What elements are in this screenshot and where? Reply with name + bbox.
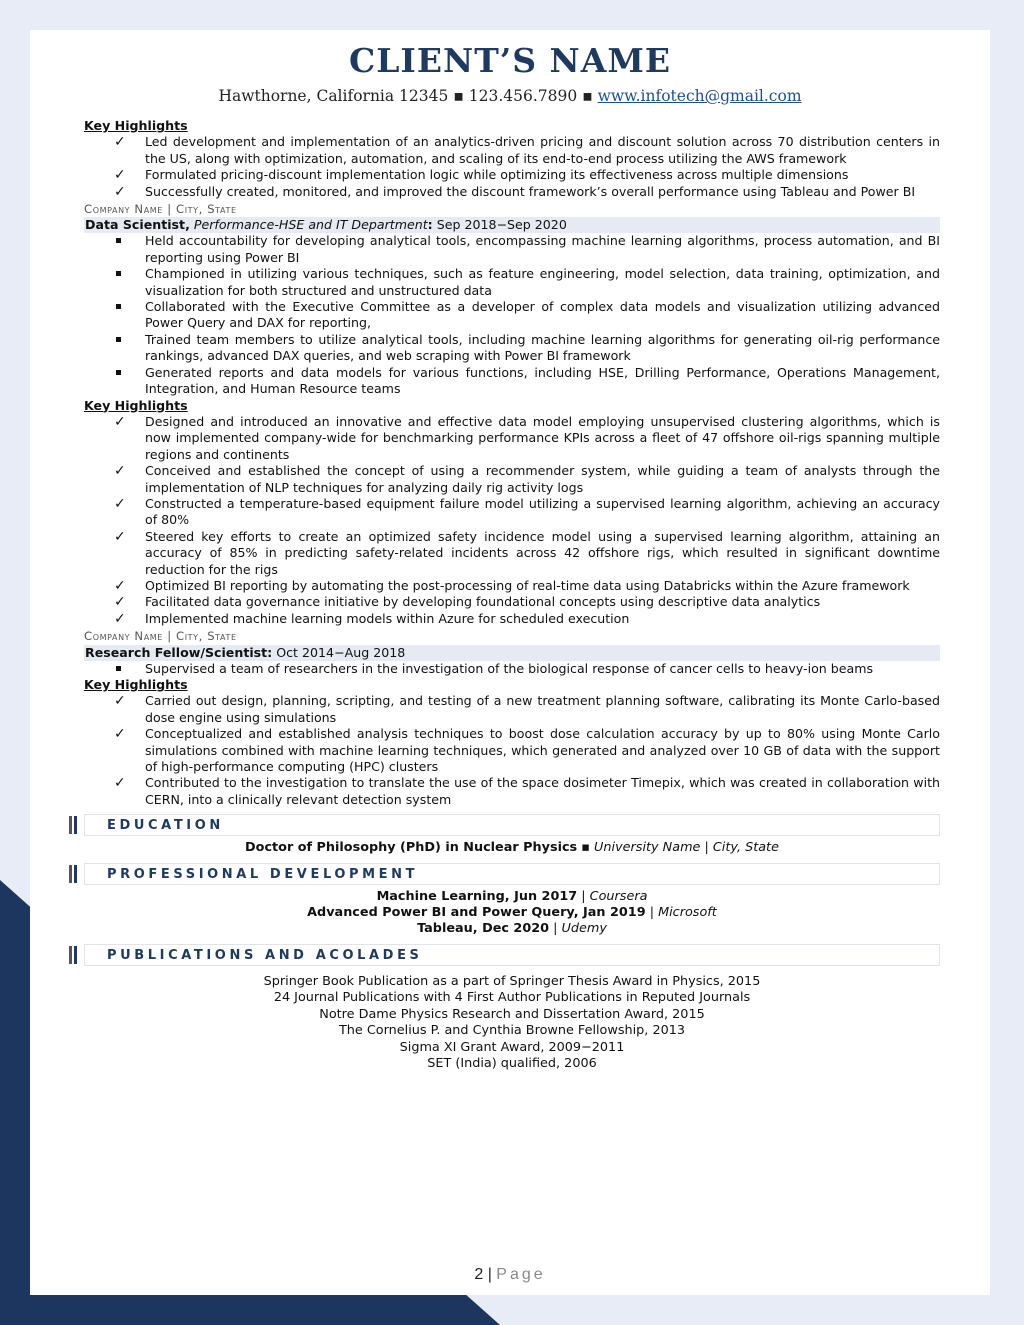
square-bullet-icon: [116, 666, 121, 671]
list-item-text: Designed and introduced an innovative and effective data model employing unsupervised clustering algorithms, which is now implemented company-wide for benchmarking performance KPIs across a fleet of 47 offshore oil-rigs spanning multiple regions and continents: [145, 413, 940, 462]
list-item: [84, 266, 940, 299]
check-icon: ✓: [114, 726, 126, 743]
list-item-text: Led development and implementation of an analytics-driven pricing and discount solution across 70 distribution centers in the US, along with optimization, automation, and scaling of its end-to-end process utilizing the AWS framework: [145, 134, 940, 166]
highlights-list: [84, 134, 940, 200]
phone: 123.456.7890: [468, 87, 578, 105]
publications-list: [84, 974, 940, 1072]
course-name: Advanced Power BI and Power Query, Jan 2019: [307, 905, 646, 921]
school: University Name | City, State: [594, 840, 779, 856]
list-item-text: Supervised a team of researchers in the investigation of the biological response of cancer cells to heavy-ion beams: [145, 660, 874, 676]
square-bullet-icon: [116, 370, 121, 375]
check-icon: ✓: [114, 610, 126, 627]
resume-page: [30, 30, 990, 1295]
publications-heading: [84, 944, 940, 966]
section-title: PROFESSIONAL DEVELOPMENT: [107, 866, 419, 882]
resume-content: [84, 118, 940, 1072]
list-item-text: Formulated pricing-discount implementation logic while optimizing its effectiveness across multiple dimensions: [145, 167, 849, 183]
job-dates: Sep 2018−Sep 2020: [436, 217, 567, 233]
list-item: [84, 299, 940, 332]
check-icon: ✓: [114, 693, 126, 710]
prof-dev-list: [84, 889, 940, 938]
list-item: [84, 496, 940, 529]
publication-item: Sigma XI Grant Award, 2009−2011: [399, 1039, 625, 1055]
email-link[interactable]: www.infotech@gmail.com: [597, 87, 802, 105]
course-item: Tableau, Dec 2020 | Udemy: [417, 921, 607, 937]
list-item: [84, 661, 940, 677]
heading-bar-icon: [74, 816, 77, 834]
key-highlights-heading: Key Highlights: [84, 677, 188, 692]
list-item: [84, 332, 940, 365]
page-word: Page: [496, 1266, 546, 1283]
highlights-list: [84, 693, 940, 808]
job-title: Research Fellow/Scientist:: [85, 644, 273, 660]
publication-item: The Cornelius P. and Cynthia Browne Fellowship, 2013: [338, 1023, 686, 1039]
company-text: Company Name | City, State: [84, 202, 237, 217]
course-item: Machine Learning, Jun 2017 | Coursera: [376, 888, 648, 904]
list-item-text: Steered key efforts to create an optimized safety incidence model using a supervised learning algorithm, attaining an accuracy of 85% in predicting safety-related incidents across 42 offshore rigs, which resulted in significant downtime reduction for the rigs: [145, 528, 940, 577]
list-item: [84, 529, 940, 578]
list-item-text: Conceptualized and established analysis techniques to boost dose calculation accuracy by up to 80% using Monte Carlo simulations combined with machine learning techniques, which generated and analyzed over 10 GB of data with the support of high-performance computing (HPC) clusters: [145, 726, 940, 775]
company-line: [84, 201, 940, 217]
separator: ▪: [453, 87, 464, 105]
check-icon: ✓: [114, 413, 126, 430]
page-footer: [30, 1266, 990, 1284]
job-title: Data Scientist,: [85, 217, 190, 233]
client-name: CLIENT’S NAME: [348, 41, 672, 80]
course-provider: Microsoft: [658, 905, 717, 921]
list-item-text: Carried out design, planning, scripting, and testing of a new treatment planning software, calibrating its Monte Carlo-based dose engine using simulations: [145, 693, 940, 725]
role-bar: Data Scientist, Performance-HSE and IT Department: Sep 2018−Sep 2020: [84, 217, 940, 233]
company-line: [84, 628, 940, 644]
course-provider: Udemy: [561, 921, 607, 937]
list-item: [84, 167, 940, 183]
check-icon: ✓: [114, 134, 126, 151]
heading-bar-icon: [74, 865, 77, 883]
heading-bar-icon: [69, 946, 72, 964]
heading-bar-icon: [74, 946, 77, 964]
list-item-text: Held accountability for developing analytical tools, encompassing machine learning algorithms, process automation, and BI reporting using Power BI: [145, 233, 940, 265]
key-highlights-heading: Key Highlights: [84, 397, 188, 413]
square-bullet-icon: [116, 337, 121, 342]
course-name: Machine Learning, Jun 2017: [376, 888, 578, 904]
heading-bar-icon: [69, 816, 72, 834]
list-item: [84, 184, 940, 200]
contact-line: [30, 86, 990, 106]
publication-item: 24 Journal Publications with 4 First Author Publications in Reputed Journals: [273, 990, 751, 1006]
heading-bar-icon: [69, 865, 72, 883]
square-bullet-icon: [116, 238, 121, 243]
square-bullet-icon: [116, 271, 121, 276]
check-icon: ✓: [114, 528, 126, 545]
list-item-text: Conceived and established the concept of using a recommender system, while guiding a team of analysts through the implementation of NLP techniques for analyzing daily rig activity logs: [145, 463, 940, 495]
list-item-text: Successfully created, monitored, and improved the discount framework’s overall performance using Tableau and Power BI: [145, 183, 916, 199]
list-item-text: Implemented machine learning models within Azure for scheduled execution: [145, 610, 630, 626]
check-icon: ✓: [114, 183, 126, 200]
footer-divider: |: [487, 1266, 492, 1283]
page-number: 2: [474, 1266, 484, 1283]
separator: ▪: [582, 87, 593, 105]
list-item-text: Constructed a temperature-based equipment failure model utilizing a supervised learning algorithm, achieving an accuracy of 80%: [145, 495, 940, 528]
job-dept: Performance-HSE and IT Department: [193, 217, 428, 233]
list-item: [84, 693, 940, 726]
highlights-list: [84, 414, 940, 627]
square-bullet-icon: [116, 304, 121, 309]
list-item: [84, 134, 940, 167]
location: Hawthorne, California 12345: [218, 87, 449, 105]
publication-item: SET (India) qualified, 2006: [427, 1055, 597, 1071]
job-dates: Oct 2014−Aug 2018: [276, 644, 406, 660]
course-item: Advanced Power BI and Power Query, Jan 2019 | Microsoft: [307, 905, 717, 921]
list-item: [84, 233, 940, 266]
section-title: PUBLICATIONS AND ACOLADES: [107, 947, 423, 963]
role-bar: [84, 645, 940, 661]
education-entry: [84, 840, 940, 856]
list-item: [84, 594, 940, 610]
professional-development-heading: [84, 863, 940, 885]
education-heading: [84, 814, 940, 836]
check-icon: ✓: [114, 577, 126, 594]
check-icon: ✓: [114, 594, 126, 611]
course-provider: Coursera: [589, 888, 648, 904]
check-icon: ✓: [114, 495, 126, 512]
list-item: [84, 463, 940, 496]
list-item: [84, 578, 940, 594]
duties-list: [84, 233, 940, 397]
list-item-text: Optimized BI reporting by automating the post-processing of real-time data using Databricks within the Azure framework: [145, 577, 910, 593]
list-item-text: Facilitated data governance initiative by developing foundational concepts using descriptive data analytics: [145, 594, 821, 610]
header: [30, 30, 990, 106]
list-item-text: Championed in utilizing various techniques, such as feature engineering, model selection, data training, optimization, and visualization for both structured and unstructured data: [145, 266, 940, 298]
publication-item: Notre Dame Physics Research and Dissertation Award, 2015: [319, 1006, 705, 1022]
company-text: Company Name | City, State: [84, 629, 237, 644]
degree: Doctor of Philosophy (PhD) in Nuclear Physics: [245, 840, 578, 856]
course-name: Tableau, Dec 2020: [417, 921, 550, 937]
list-item: [84, 726, 940, 775]
check-icon: ✓: [114, 167, 126, 184]
separator: ▪: [581, 840, 590, 856]
list-item: [84, 365, 940, 398]
section-title: EDUCATION: [107, 818, 224, 834]
list-item: [84, 414, 940, 463]
check-icon: ✓: [114, 775, 126, 792]
check-icon: ✓: [114, 463, 126, 480]
list-item: [84, 611, 940, 627]
list-item: [84, 775, 940, 808]
duties-list: [84, 661, 940, 677]
publication-item: Springer Book Publication as a part of Springer Thesis Award in Physics, 2015: [263, 973, 761, 989]
list-item-text: Contributed to the investigation to translate the use of the space dosimeter Timepix, which was created in collaboration with CERN, into a clinically relevant detection system: [145, 775, 940, 807]
list-item-text: Collaborated with the Executive Committee as a developer of complex data models and visualization utilizing advanced Power Query and DAX for reporting,: [145, 299, 940, 331]
key-highlights-heading: Key Highlights: [84, 118, 188, 133]
list-item-text: Generated reports and data models for various functions, including HSE, Drilling Performance, Operations Management, Integration, and Human Resource teams: [145, 364, 940, 397]
list-item-text: Trained team members to utilize analytical tools, including machine learning algorithms for generating oil-rig performance rankings, advanced DAX queries, and web scraping with Power BI framework: [145, 331, 940, 364]
